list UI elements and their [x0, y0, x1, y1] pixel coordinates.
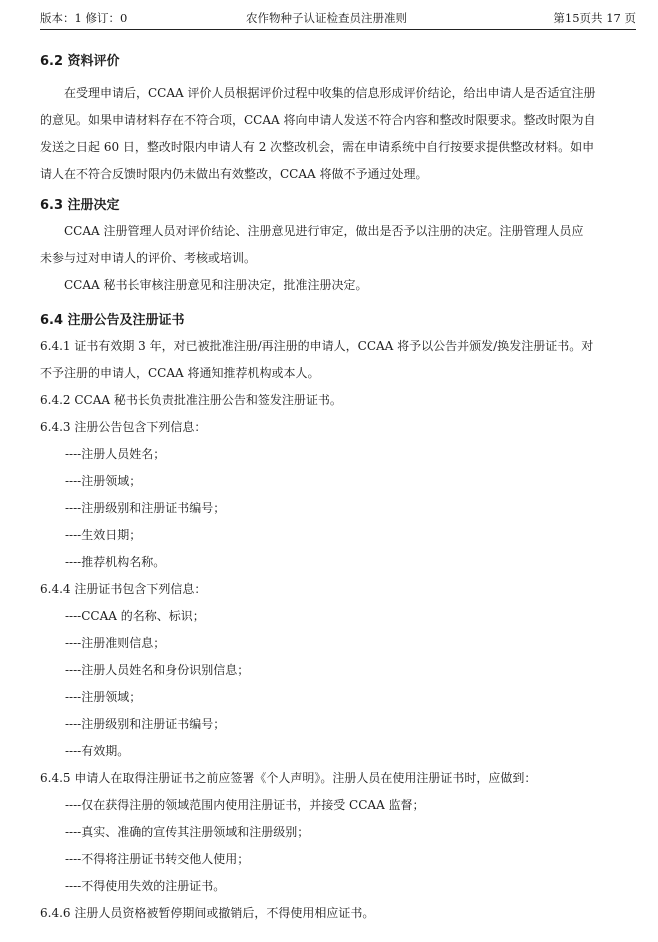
list-item: ----有效期。 — [65, 744, 130, 758]
version-info: 版本：1 修订：0 — [40, 11, 128, 25]
paragraph-line: 在受理申请后，CCAA 评价人员根据评价过程中收集的信息形成评价结论，给出申请人是否适宜注册 — [64, 86, 596, 100]
paragraph-line: 请人在不符合反馈时限内仍未做出有效整改，CCAA 将做不予通过处理。 — [40, 167, 428, 181]
paragraph-line: CCAA 秘书长审核注册意见和注册决定，批准注册决定。 — [64, 278, 368, 292]
list-item: ----注册领域； — [65, 474, 142, 488]
list-item: ----真实、准确的宣传其注册领域和注册级别； — [65, 825, 310, 839]
clause-6-4-1-cont: 不予注册的申请人，CCAA 将通知推荐机构或本人。 — [40, 366, 320, 380]
section-heading: 6.4 注册公告及注册证书 — [40, 313, 185, 328]
list-item: ----注册领域； — [65, 690, 142, 704]
clause-6-4-1: 6.4.1 证书有效期 3 年，对已被批准注册/再注册的申请人，CCAA 将予以公告并颁发/换发注册证书。对 — [40, 339, 594, 353]
section-6-4 — [40, 309, 640, 927]
section-heading: 6.2 资料评价 — [40, 54, 120, 69]
list-item: ----推荐机构名称。 — [65, 555, 166, 569]
page-number: 第15页共 17 页 — [553, 11, 636, 25]
list-item: ----不得将注册证书转交他人使用； — [65, 852, 250, 866]
list-item: ----生效日期； — [65, 528, 142, 542]
list-item: ----CCAA 的名称、标识； — [65, 609, 205, 623]
paragraph-line: 未参与过对申请人的评价、考核或培训。 — [40, 251, 257, 265]
section-6-2 — [40, 50, 640, 188]
paragraph-line: CCAA 注册管理人员对评价结论、注册意见进行审定，做出是否予以注册的决定。注册管理人员应 — [64, 224, 584, 238]
clause-6-4-2: 6.4.2 CCAA 秘书长负责批准注册公告和签发注册证书。 — [40, 393, 342, 407]
list-item: ----注册级别和注册证书编号； — [65, 717, 226, 731]
list-item: ----注册人员姓名； — [65, 447, 166, 461]
page-header — [40, 5, 636, 30]
document-title: 农作物种子认证检查员注册准则 — [246, 11, 407, 25]
clause-6-4-5: 6.4.5 申请人在取得注册证书之前应签署《个人声明》。注册人员在使用注册证书时，应做到： — [40, 771, 537, 785]
clause-6-4-6: 6.4.6 注册人员资格被暂停期间或撤销后，不得使用相应证书。 — [40, 906, 375, 920]
paragraph-line: 发送之日起 60 日，整改时限内申请人有 2 次整改机会，需在申请系统中自行按要求提供整改材料。如申 — [40, 140, 595, 154]
paragraph-line: 的意见。如果申请材料存在不符合项，CCAA 将向申请人发送不符合内容和整改时限要求。整改时限为自 — [40, 113, 596, 127]
section-6-3 — [40, 194, 640, 299]
list-item: ----仅在获得注册的领域范围内使用注册证书，并接受 CCAA 监督； — [65, 798, 425, 812]
list-item: ----注册准则信息； — [65, 636, 166, 650]
list-item: ----注册人员姓名和身份识别信息； — [65, 663, 250, 677]
list-item: ----不得使用失效的注册证书。 — [65, 879, 226, 893]
list-item: ----注册级别和注册证书编号； — [65, 501, 226, 515]
document-body — [40, 50, 640, 927]
clause-6-4-3: 6.4.3 注册公告包含下列信息： — [40, 420, 207, 434]
section-heading: 6.3 注册决定 — [40, 198, 120, 213]
clause-6-4-4: 6.4.4 注册证书包含下列信息： — [40, 582, 207, 596]
